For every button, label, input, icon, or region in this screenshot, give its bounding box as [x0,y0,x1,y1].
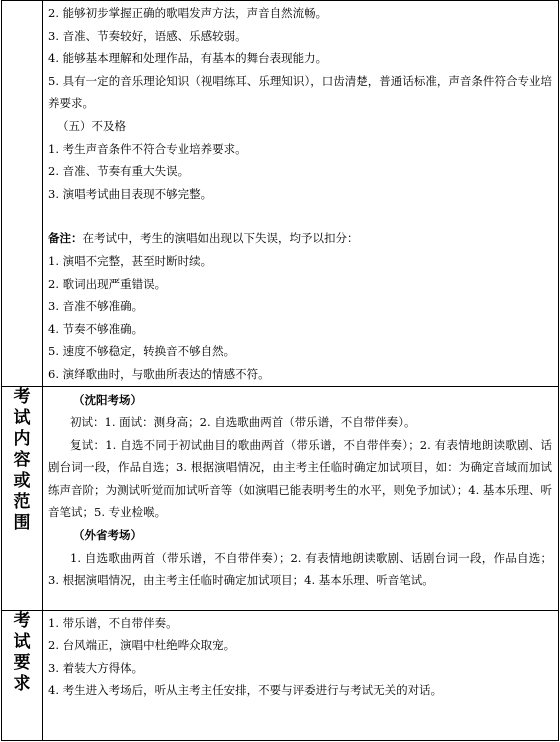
exam-table [1,0,559,741]
note-label: 备注： [48,231,83,246]
requirements-cell [43,610,559,740]
list-item: 4. 考生进入考场后，听从主考主任安排，不要与评委进行与考试无关的对话。 [48,683,443,698]
list-item: 3. 着装大方得体。 [48,660,144,675]
list-item: 1. 带乐谱，不自带伴奏。 [48,615,178,630]
outside-exam: 1. 自选歌曲两首（带乐谱，不自带伴奏）；2. 有表情地朗读歌剧、话剧台词一段，作品自选；3. 根据演唱情况，由主考主任临时确定加试项目；4. 基本乐理、听音笔试。 [48,550,552,588]
outside-heading: （外省考场） [73,528,142,543]
list-item: 4. 能够基本理解和处理作品，有基本的舞台表现能力。 [48,51,328,66]
content-label: 考试内容或范围 [13,386,31,533]
content-label-cell [2,386,43,610]
list-item: 6. 演绎歌曲时，与歌曲所表达的情感不符。 [48,366,270,381]
grading-row [2,1,559,387]
list-item: 3. 音准、节奏较好，语感、乐感较弱。 [48,28,247,43]
list-item: 5. 速度不够稳定，转换音不够自然。 [48,344,236,359]
initial-exam: 初试：1. 面试：测身高；2. 自选歌曲两首（带乐谱，不自带伴奏）。 [70,415,416,430]
list-item: 4. 节奏不够准确。 [48,321,144,336]
requirements-label: 考试要求 [13,610,31,694]
list-item: 2. 歌词出现严重错误。 [48,276,167,291]
shenyang-heading: （沈阳考场） [73,392,142,407]
list-item: 3. 音准不够准确。 [48,299,144,314]
grading-label-cell [2,1,43,387]
list-item: 2. 能够初步掌握正确的歌唱发声方法，声音自然流畅。 [48,6,328,20]
retest-exam: 复试：1. 自选不同于初试曲目的歌曲两首（带乐谱，不自带伴奏）；2. 有表情地朗读歌剧、话剧台词一段，作品自选；3. 根据演唱情况，由主考主任临时确定加试项目，如：为确定音域而加试练声音阶；为测试听觉而加试听音等（如演唱已能表明考生的水平，则免予加试）；4. 基本乐理、听音笔试；5. 专业检喉。 [48,437,552,520]
requirements-row [2,610,559,740]
grading-content-cell [43,1,559,387]
section-heading: （五）不及格 [57,118,126,133]
content-row [2,386,559,610]
note-text: 在考试中，考生的演唱如出现以下失误，均予以扣分： [82,231,359,246]
note-line [43,227,558,250]
list-item: 2. 音准、节奏有重大失误。 [48,164,190,179]
requirements-label-cell [2,610,43,740]
content-cell [43,386,559,610]
list-item: 1. 考生声音条件不符合专业培养要求。 [48,141,247,156]
list-item: 5. 具有一定的音乐理论知识（视唱练耳、乐理知识），口齿清楚，普通话标准，声音条件符合专业培养要求。 [48,73,552,111]
list-item: 2. 台风端正，演唱中杜绝哗众取宠。 [48,638,236,653]
list-item: 1. 演唱不完整，甚至时断时续。 [48,253,213,268]
list-item: 3. 演唱考试曲目表现不够完整。 [48,186,213,201]
